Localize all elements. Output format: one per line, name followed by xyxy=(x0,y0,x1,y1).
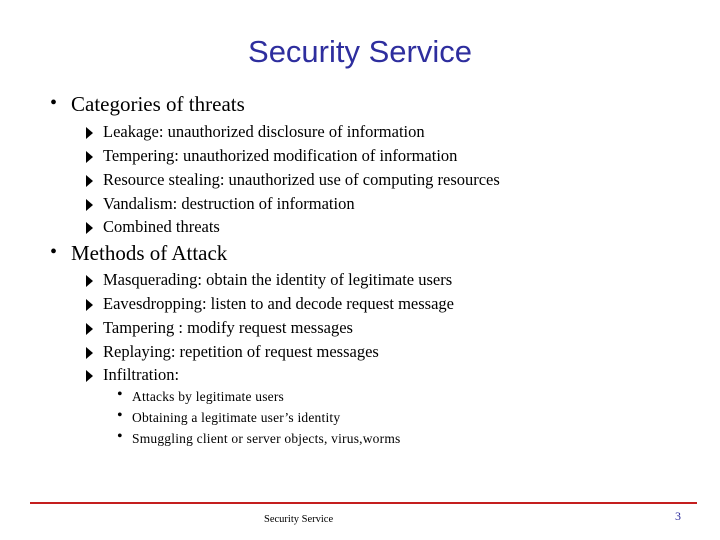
page-number: 3 xyxy=(675,509,681,523)
section-heading: Categories of threats xyxy=(71,92,245,116)
triangle-bullet-icon xyxy=(86,127,93,139)
triangle-bullet-icon xyxy=(86,199,93,211)
triangle-bullet-icon xyxy=(86,275,93,287)
section-heading: Methods of Attack xyxy=(71,241,228,265)
footer-title: Security Service xyxy=(264,514,334,525)
triangle-bullet-icon xyxy=(86,175,93,187)
small-round-bullet-icon: • xyxy=(117,428,123,445)
footer-divider xyxy=(30,502,697,504)
slide-title: Security Service xyxy=(248,34,472,69)
triangle-bullet-icon xyxy=(86,323,93,335)
small-round-bullet-icon: • xyxy=(117,386,123,403)
triangle-bullet-icon xyxy=(86,299,93,311)
triangle-bullet-icon xyxy=(86,370,93,382)
triangle-bullet-icon xyxy=(86,151,93,163)
triangle-bullet-icon xyxy=(86,222,93,234)
small-round-bullet-icon: • xyxy=(117,407,123,424)
round-bullet-icon: • xyxy=(50,92,58,114)
round-bullet-icon: • xyxy=(50,241,58,263)
triangle-bullet-icon xyxy=(86,347,93,359)
